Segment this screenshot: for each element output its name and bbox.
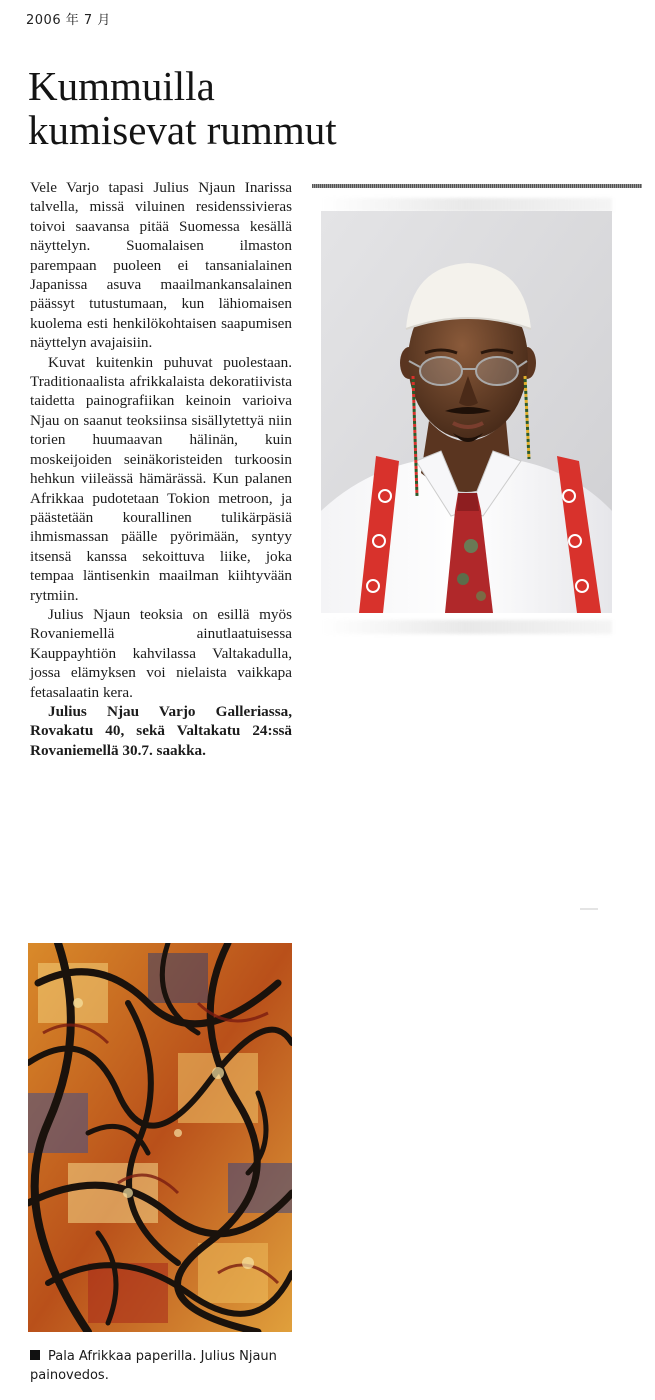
- artist-portrait-photo: [321, 211, 612, 613]
- headline-line-2: kumisevat rummut: [28, 107, 337, 153]
- artwork-caption-text: Pala Afrikkaa paperilla. Julius Njaun painovedos.: [30, 1349, 277, 1383]
- exhibition-info: Julius Njau Varjo Galleriassa, Rovakatu 40, sekä Valtakatu 24:ssä Rovaniemellä 30.7. saakka.: [30, 702, 292, 759]
- column-rule: [312, 184, 642, 188]
- artwork-caption: [30, 1347, 292, 1385]
- dateline: 2006 年 7 月: [26, 13, 111, 28]
- caption-bullet-icon: [30, 1350, 40, 1360]
- paragraph-3: Julius Njaun teoksia on esillä myös Rovaniemellä ainutlaatuisessa Kauppayhtiön kahvilassa Valtakadulla, jossa elämyksen voi nielaista vaikkapa fetasalaatin kera.: [30, 605, 292, 701]
- paragraph-2: Kuvat kuitenkin puhuvat puolestaan. Traditionaalista afrikkalaista dekoratiivista taidetta painografiikan keinoin varioiva Njau on saanut teoksiinsa sisällytettyä niin torien huumaavan hälinän, kuin moskeijoiden seinäkoristeiden turkoosin hehkun viileässä hämärässä. Kun palanen Afrikkaa pudotetaan Tokion metroon, ja päästetään kourallinen tulikärpäsiä ihmismassan päälle pyörimään, syntyy itsensä kanssa sekoittuva liike, joka tempaa läntisenkin maailman kiihtyvään rytmiin.: [30, 353, 292, 604]
- paragraph-1: Vele Varjo tapasi Julius Njaun Inarissa talvella, missä viluinen residenssivieras toivoi saavansa pitää Suomessa kesällä näyttelyn. Suomalaisen ilmaston parempaan puoleen ei tansanialainen Japanissa asuva maailmankansalainen päässyt tutustumaan, kun lähiomaisen kuolema esti henkilökohtaisen saapumisen näyttelyn avajaisiin.: [30, 179, 292, 352]
- faded-caption-bottom: [322, 620, 612, 634]
- article-body: [30, 178, 292, 760]
- artwork-print: [28, 943, 292, 1332]
- headline: [28, 64, 448, 152]
- print-speck: [580, 908, 598, 910]
- faded-caption-top: [322, 198, 612, 212]
- headline-line-1: Kummuilla: [28, 63, 215, 109]
